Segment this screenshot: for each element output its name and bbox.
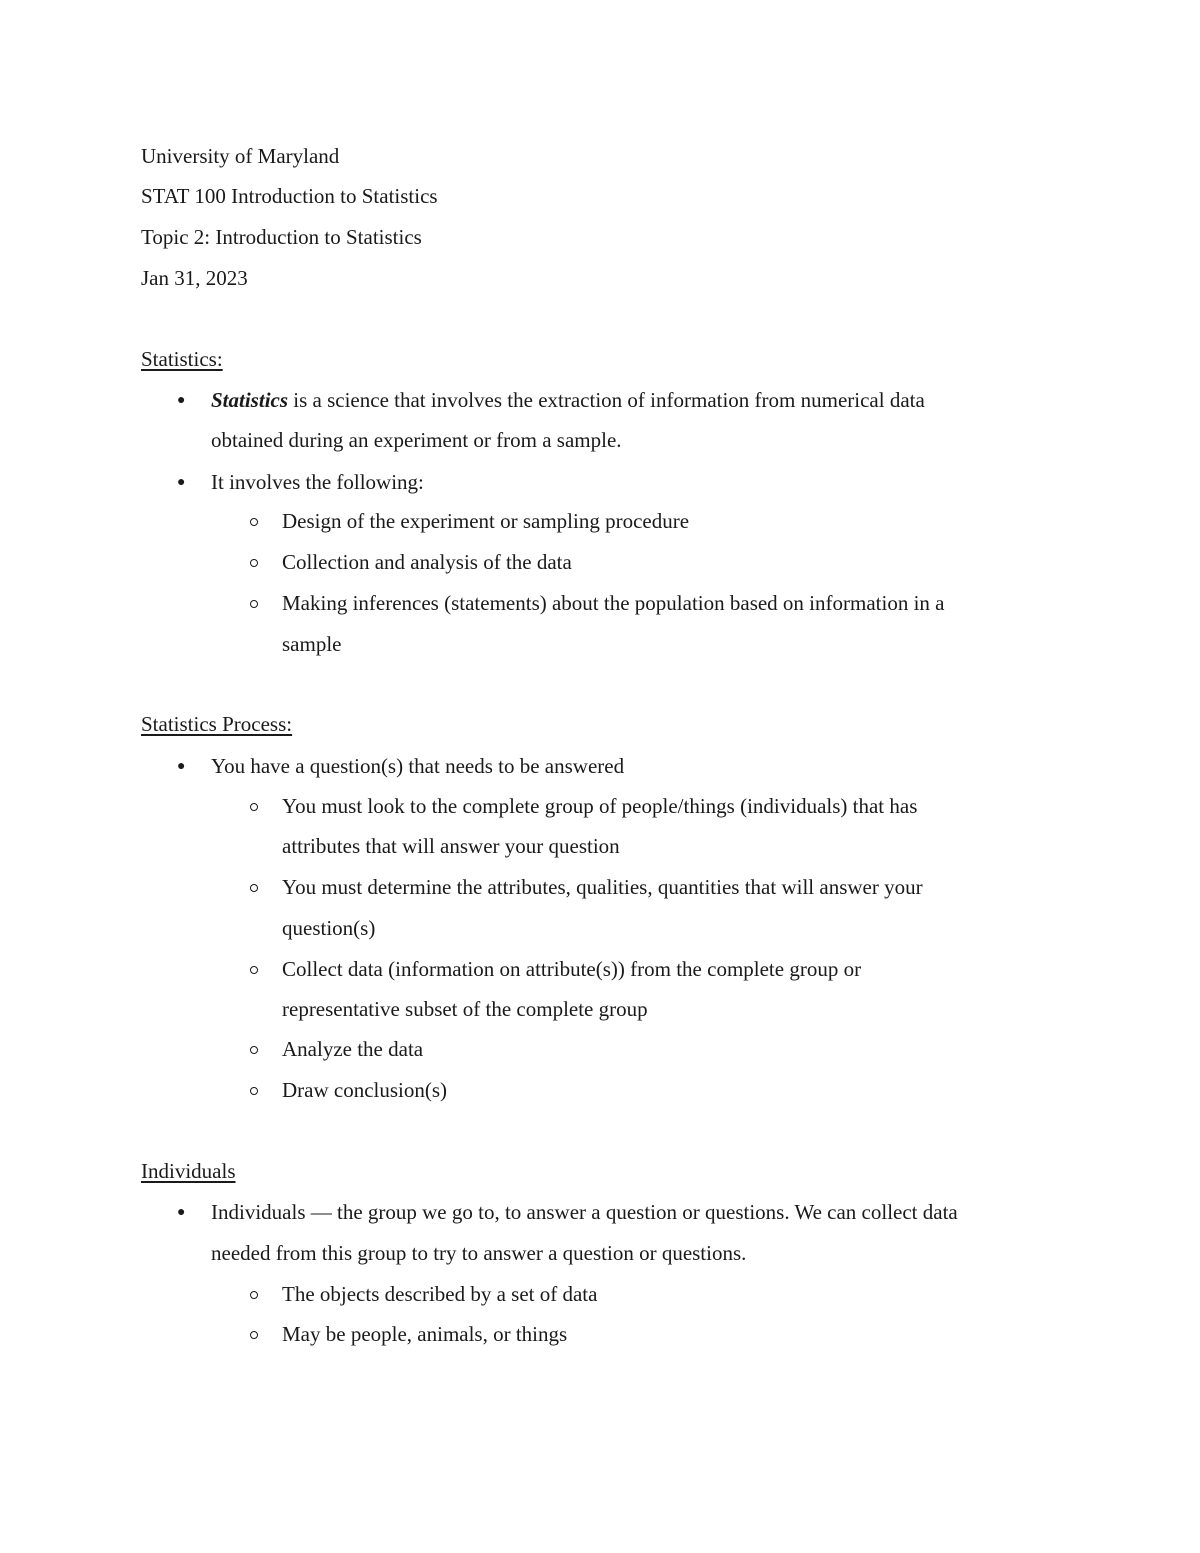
- university-name: University of Maryland: [141, 144, 340, 168]
- bullet-circle-icon: [250, 518, 258, 526]
- list-item: It involves the following:: [211, 470, 424, 494]
- sub-list-item: May be people, animals, or things: [282, 1322, 568, 1346]
- bullet-circle-icon: [250, 559, 258, 567]
- statistics-term: Statistics: [211, 388, 289, 412]
- bullet-circle-icon: [250, 1046, 258, 1054]
- sub-list-item: You must determine the attributes, qualities, quantities that will answer your: [282, 875, 923, 899]
- bullet-circle-icon: [250, 1331, 258, 1339]
- section-heading-statistics: Statistics:: [141, 347, 223, 371]
- list-item: [211, 390, 925, 411]
- bullet-circle-icon: [250, 600, 258, 608]
- bullet-circle-icon: [250, 1291, 258, 1299]
- sub-list-item: The objects described by a set of data: [282, 1282, 598, 1306]
- bullet-dot-icon: ●: [177, 475, 186, 490]
- list-item-continuation: needed from this group to try to answer a question or questions.: [211, 1241, 747, 1265]
- sub-list-item: Design of the experiment or sampling procedure: [282, 509, 690, 533]
- list-item: You have a question(s) that needs to be answered: [211, 754, 625, 778]
- date: Jan 31, 2023: [141, 266, 248, 290]
- sub-list-item-continuation: sample: [282, 632, 342, 656]
- bullet-dot-icon: ●: [177, 393, 186, 408]
- section-heading-individuals: Individuals: [141, 1159, 236, 1183]
- section-heading-process: Statistics Process:: [141, 712, 293, 736]
- topic-title: Topic 2: Introduction to Statistics: [141, 225, 422, 249]
- bullet-circle-icon: [250, 803, 258, 811]
- list-item: Individuals — the group we go to, to answer a question or questions. We can collect data: [211, 1200, 958, 1224]
- sub-list-item: Collection and analysis of the data: [282, 550, 572, 574]
- bullet-circle-icon: [250, 1087, 258, 1095]
- sub-list-item: Draw conclusion(s): [282, 1078, 448, 1102]
- sub-list-item: You must look to the complete group of people/things (individuals) that has: [282, 794, 918, 818]
- list-item-text: is a science that involves the extraction of information from numerical data: [288, 388, 925, 412]
- sub-list-item: Analyze the data: [282, 1037, 424, 1061]
- course-title: STAT 100 Introduction to Statistics: [141, 184, 438, 208]
- sub-list-item-continuation: attributes that will answer your question: [282, 834, 620, 858]
- list-item-continuation: obtained during an experiment or from a sample.: [211, 428, 622, 452]
- sub-list-item-continuation: representative subset of the complete group: [282, 997, 648, 1021]
- sub-list-item: Making inferences (statements) about the population based on information in a: [282, 591, 945, 615]
- bullet-circle-icon: [250, 966, 258, 974]
- bullet-dot-icon: ●: [177, 1205, 186, 1220]
- bullet-dot-icon: ●: [177, 759, 186, 774]
- sub-list-item-continuation: question(s): [282, 916, 376, 940]
- sub-list-item: Collect data (information on attribute(s)) from the complete group or: [282, 957, 862, 981]
- bullet-circle-icon: [250, 884, 258, 892]
